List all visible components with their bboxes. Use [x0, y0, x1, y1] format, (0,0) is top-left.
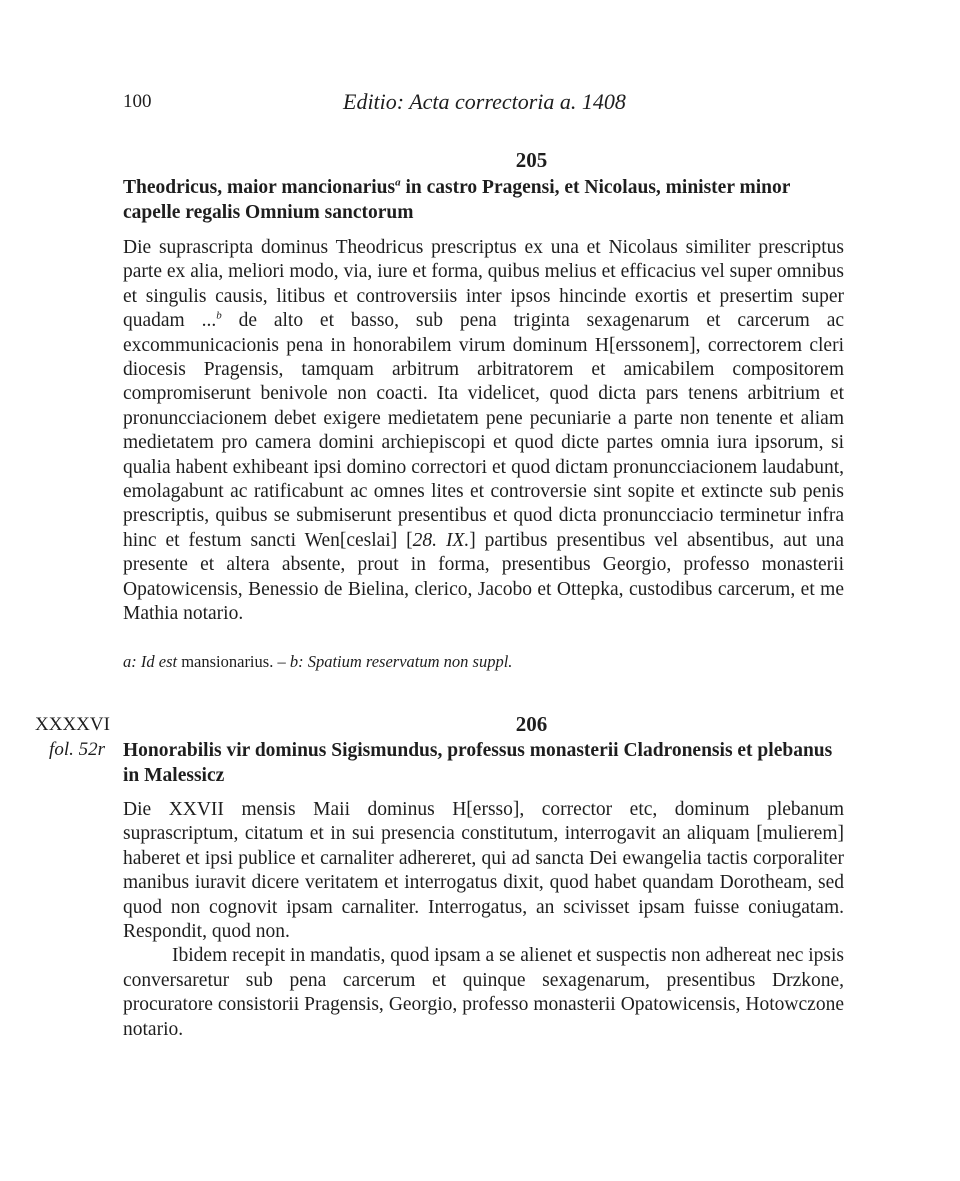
- entry-206-number: [123, 712, 960, 737]
- entry-205-title: [123, 175, 843, 225]
- margin-roman-numeral: XXXXVI: [35, 714, 110, 735]
- title-text-2: in castro Pragensi, et Nicolaus, minister minor capelle regalis Omnium sanctorum: [123, 177, 791, 223]
- entry-205-number: [123, 148, 960, 173]
- footnote-marker-b: b: [216, 309, 222, 322]
- running-head: Editio: Acta correctoria a. 1408: [343, 89, 626, 114]
- entry-206-paragraph-2: Ibidem recepit in mandatis, quod ipsam a se alienet et suspectis non adhereat nec ipsis conversaretur sub pena carcerum et quinque sexagenarum, presentibus Drzkone, procuratore consistorii Pragensis, Georgio, professo monasterii Opatowicensis, Hotowczone notario.: [123, 945, 845, 1040]
- entry-206-paragraph-1: Die XXVII mensis Maii dominus H[ersso], corrector etc, dominum plebanum suprascriptum, citatum et in sui presencia constitutum, interrogavit an aliquam [mulierem] haberet et ipsi publice et carnaliter adhereret, qui ad sancta Dei ewangelia tactis corporaliter manibus iuravit dicere veritatem et interrogatus dixit, quod habet quandam Dorotheam, sed quod non cognovit ipsam carnaliter. Interrogatus, an scivisset ipsam fuisse coniugatam. Respondit, quod non.: [123, 799, 844, 943]
- entry-205-body: [123, 236, 844, 627]
- body-text-2: de alto et basso, sub pena triginta sexagenarum et carcerum ac excommunicacionis pena in honorabilem virum dominum H[erssonem], correctorem cleri diocesis Pragensis, tamquam arbitrum arbitratorem et amicabilem compositorem compromiserunt benivole non coacti. Ita videlicet, quod dicta pars tenens arbitrium et pronuncciacionem debet exigere medietatem pene pecuniarie a parte non tenente et aliam medietatem pro camera domini archiepiscopi et quod dicte partes omnia iura ipsorum, si qualia habent exhibeant ipsi domino correctori et quod dictam pronuncciacionem laudabunt, emolagabunt ac ratificabunt ac omnes lites et controversie sint sopite et extincte sub penis prescriptis, quibus se submiserunt presentibus et quod dicta pronuncciacio terminetur infra hinc et festum sancti Wen[ceslai] [: [123, 310, 845, 551]
- footnote-b: b: Spatium reservatum non suppl.: [289, 652, 513, 671]
- body-text-3: ] partibus presentibus vel absentibus, aut una presente et altera absente, prout in forma, presentibus Georgio, professo monasterii Opatowicensis, Benessio de Bielina, clerico, Jacobo et Ottepka, custodibus carcerum, et me Mathia notario.: [123, 529, 844, 625]
- entry-206-title: Honorabilis vir dominus Sigismundus, professus monasterii Cladronensis et plebanus in Malessicz: [123, 740, 833, 786]
- entry-205-paragraph: [123, 236, 844, 627]
- footnote-marker-a: a: [395, 176, 401, 189]
- title-text-1: Theodricus, maior mancionarius: [123, 177, 396, 198]
- body-text-1: Die suprascripta dominus Theodricus prescriptus ex una et Nicolaus similiter prescriptus parte ex alia, meliori modo, via, iure et forma, quibus melius et efficacius vel super omnibus et singulis causis, litibus et controversiis inter ipsos hincinde exortis et presertim super quadam ...: [123, 237, 844, 332]
- entry-number-text: 206: [515, 712, 548, 736]
- footnotes: [123, 652, 512, 672]
- entry-number-text: 205: [515, 148, 548, 172]
- date-note: 28. IX.: [412, 529, 470, 551]
- footnote-a-text: mansionarius. –: [177, 652, 290, 671]
- footnote-a-label: a: Id est: [123, 652, 178, 671]
- entry-206-body: [123, 798, 844, 1042]
- margin-folio: fol. 52r: [49, 739, 105, 760]
- page-number: 100: [123, 91, 152, 112]
